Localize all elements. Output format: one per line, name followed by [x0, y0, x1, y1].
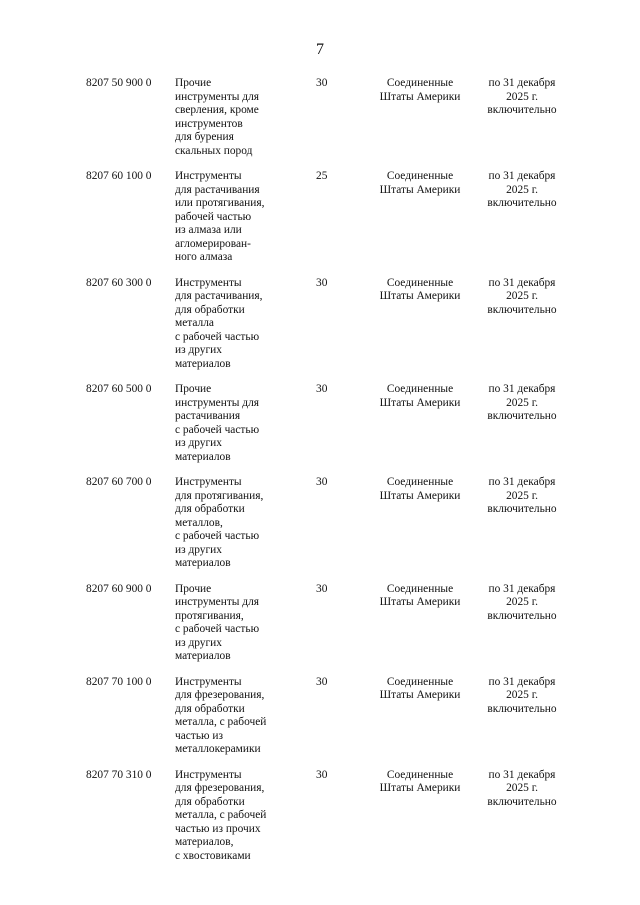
validity-term [478, 769, 566, 810]
description-line: материалов [175, 557, 231, 569]
country [368, 476, 472, 503]
product-code: 8207 60 500 0 [86, 383, 152, 395]
term-line: 2025 г. [506, 782, 538, 794]
description-line: Инструменты [175, 170, 242, 182]
term-line: включительно [487, 303, 557, 316]
description-line: с рабочей частью [175, 423, 260, 436]
description-line: металла [175, 317, 214, 329]
country [368, 769, 472, 796]
country [368, 277, 472, 304]
description-line: Прочие [175, 582, 212, 595]
term-line: по 31 декабря [488, 383, 556, 395]
product-description [175, 476, 293, 571]
country-line: Штаты Америки [379, 90, 461, 103]
validity-term [478, 476, 566, 517]
description-line: материалов [175, 357, 231, 370]
description-line: металла, с рабочей [175, 809, 267, 821]
term-line: по 31 декабря [488, 77, 556, 89]
description-line: с хвостовиками [175, 849, 251, 862]
description-line: из других [175, 543, 222, 556]
term-line: по 31 декабря [488, 276, 556, 289]
country-line: Соединенные [386, 582, 454, 595]
country-line: Соединенные [386, 675, 454, 688]
product-code: 8207 60 100 0 [86, 170, 152, 182]
product-description [175, 170, 293, 265]
description-line: Инструменты [175, 768, 242, 781]
term-line: 2025 г. [506, 90, 538, 103]
validity-term [478, 170, 566, 211]
duty-rate: 30 [316, 383, 328, 395]
table-row [0, 676, 640, 769]
country [368, 583, 472, 610]
duty-rate: 25 [316, 170, 328, 182]
validity-term [478, 383, 566, 424]
country [368, 383, 472, 410]
product-code: 8207 60 300 0 [86, 276, 152, 289]
product-description [175, 769, 293, 864]
description-line: Прочие [175, 77, 212, 89]
product-code: 8207 70 310 0 [86, 768, 152, 781]
term-line: 2025 г. [506, 596, 538, 608]
description-line: из других [175, 636, 222, 649]
description-line: инструменты для [175, 596, 260, 608]
description-line: материалов, [175, 836, 234, 848]
country [368, 77, 472, 104]
duty-rate: 30 [316, 77, 328, 89]
description-line: материалов [175, 450, 231, 463]
tariff-table [0, 77, 640, 875]
term-line: включительно [487, 702, 557, 715]
product-description [175, 77, 293, 158]
description-line: для обработки [175, 503, 245, 515]
term-line: по 31 декабря [488, 170, 556, 182]
country-line: Штаты Америки [379, 290, 461, 302]
country-line: Соединенные [386, 170, 454, 182]
table-row [0, 583, 640, 676]
validity-term [478, 583, 566, 624]
description-line: для фрезерования, [175, 782, 265, 794]
country-line: Штаты Америки [379, 782, 461, 794]
duty-rate: 30 [316, 582, 328, 595]
product-code: 8207 70 100 0 [86, 675, 152, 688]
term-line: по 31 декабря [488, 476, 556, 488]
description-line: материалов [175, 650, 231, 662]
term-line: 2025 г. [506, 689, 538, 701]
description-line: частью из [175, 729, 223, 742]
table-row [0, 769, 640, 876]
country-line: Соединенные [386, 476, 454, 488]
description-line: для растачивания [175, 183, 260, 196]
country-line: Соединенные [386, 383, 454, 395]
description-line: металла, с рабочей [175, 716, 267, 728]
product-code: 8207 60 700 0 [86, 476, 152, 488]
description-line: ного алмаза [175, 251, 233, 263]
country [368, 170, 472, 197]
description-line: металлов, [175, 516, 223, 529]
validity-term [478, 77, 566, 118]
country-line: Соединенные [386, 276, 454, 289]
description-line: протягивания, [175, 609, 244, 622]
term-line: включительно [487, 503, 557, 515]
country [368, 676, 472, 703]
description-line: Инструменты [175, 476, 242, 488]
description-line: с рабочей частью [175, 623, 260, 635]
country-line: Соединенные [386, 77, 454, 89]
term-line: 2025 г. [506, 290, 538, 302]
term-line: 2025 г. [506, 489, 538, 502]
description-line: Инструменты [175, 276, 242, 289]
page-number: 7 [316, 41, 324, 58]
table-row [0, 77, 640, 170]
description-line: для протягивания, [175, 489, 264, 502]
description-line: для обработки [175, 303, 245, 316]
table-row [0, 170, 640, 277]
country-line: Штаты Америки [379, 396, 461, 409]
validity-term [478, 676, 566, 717]
table-row [0, 277, 640, 384]
description-line: или протягивания, [175, 197, 265, 209]
table-row [0, 476, 640, 583]
term-line: включительно [487, 104, 557, 116]
duty-rate: 30 [316, 276, 328, 289]
description-line: инструменты для [175, 90, 260, 103]
product-description [175, 383, 293, 464]
term-line: по 31 декабря [488, 768, 556, 781]
description-line: инструментов [175, 117, 243, 130]
term-line: включительно [487, 197, 557, 209]
term-line: включительно [487, 795, 557, 808]
term-line: по 31 декабря [488, 582, 556, 595]
country-line: Штаты Америки [379, 596, 461, 608]
term-line: 2025 г. [506, 396, 538, 409]
description-line: из других [175, 437, 222, 449]
description-line: для фрезерования, [175, 689, 265, 701]
description-line: для растачивания, [175, 290, 263, 302]
description-line: с рабочей частью [175, 330, 260, 343]
description-line: для обработки [175, 795, 245, 808]
product-code: 8207 50 900 0 [86, 77, 152, 89]
country-line: Штаты Америки [379, 489, 461, 502]
description-line: скальных пород [175, 144, 253, 157]
validity-term [478, 277, 566, 318]
product-description [175, 583, 293, 664]
product-code: 8207 60 900 0 [86, 582, 152, 595]
term-line: включительно [487, 609, 557, 622]
description-line: растачивания [175, 410, 241, 422]
description-line: сверления, кроме [175, 104, 259, 116]
duty-rate: 30 [316, 476, 328, 488]
description-line: с рабочей частью [175, 530, 260, 542]
description-line: Инструменты [175, 675, 242, 688]
description-line: для обработки [175, 702, 245, 715]
term-line: по 31 декабря [488, 675, 556, 688]
description-line: инструменты для [175, 396, 260, 409]
term-line: включительно [487, 410, 557, 422]
duty-rate: 30 [316, 675, 328, 688]
product-description [175, 676, 293, 757]
description-line: из других [175, 344, 222, 356]
country-line: Штаты Америки [379, 689, 461, 701]
term-line: 2025 г. [506, 183, 538, 196]
description-line: частью из прочих [175, 822, 261, 835]
country-line: Штаты Америки [379, 183, 461, 196]
product-description [175, 277, 293, 372]
description-line: Прочие [175, 383, 212, 395]
description-line: для бурения [175, 131, 234, 143]
description-line: металлокерамики [175, 743, 261, 755]
description-line: агломерирован- [175, 237, 251, 250]
duty-rate: 30 [316, 768, 328, 781]
description-line: из алмаза или [175, 224, 242, 236]
country-line: Соединенные [386, 768, 454, 781]
description-line: рабочей частью [175, 210, 252, 223]
table-row [0, 383, 640, 476]
